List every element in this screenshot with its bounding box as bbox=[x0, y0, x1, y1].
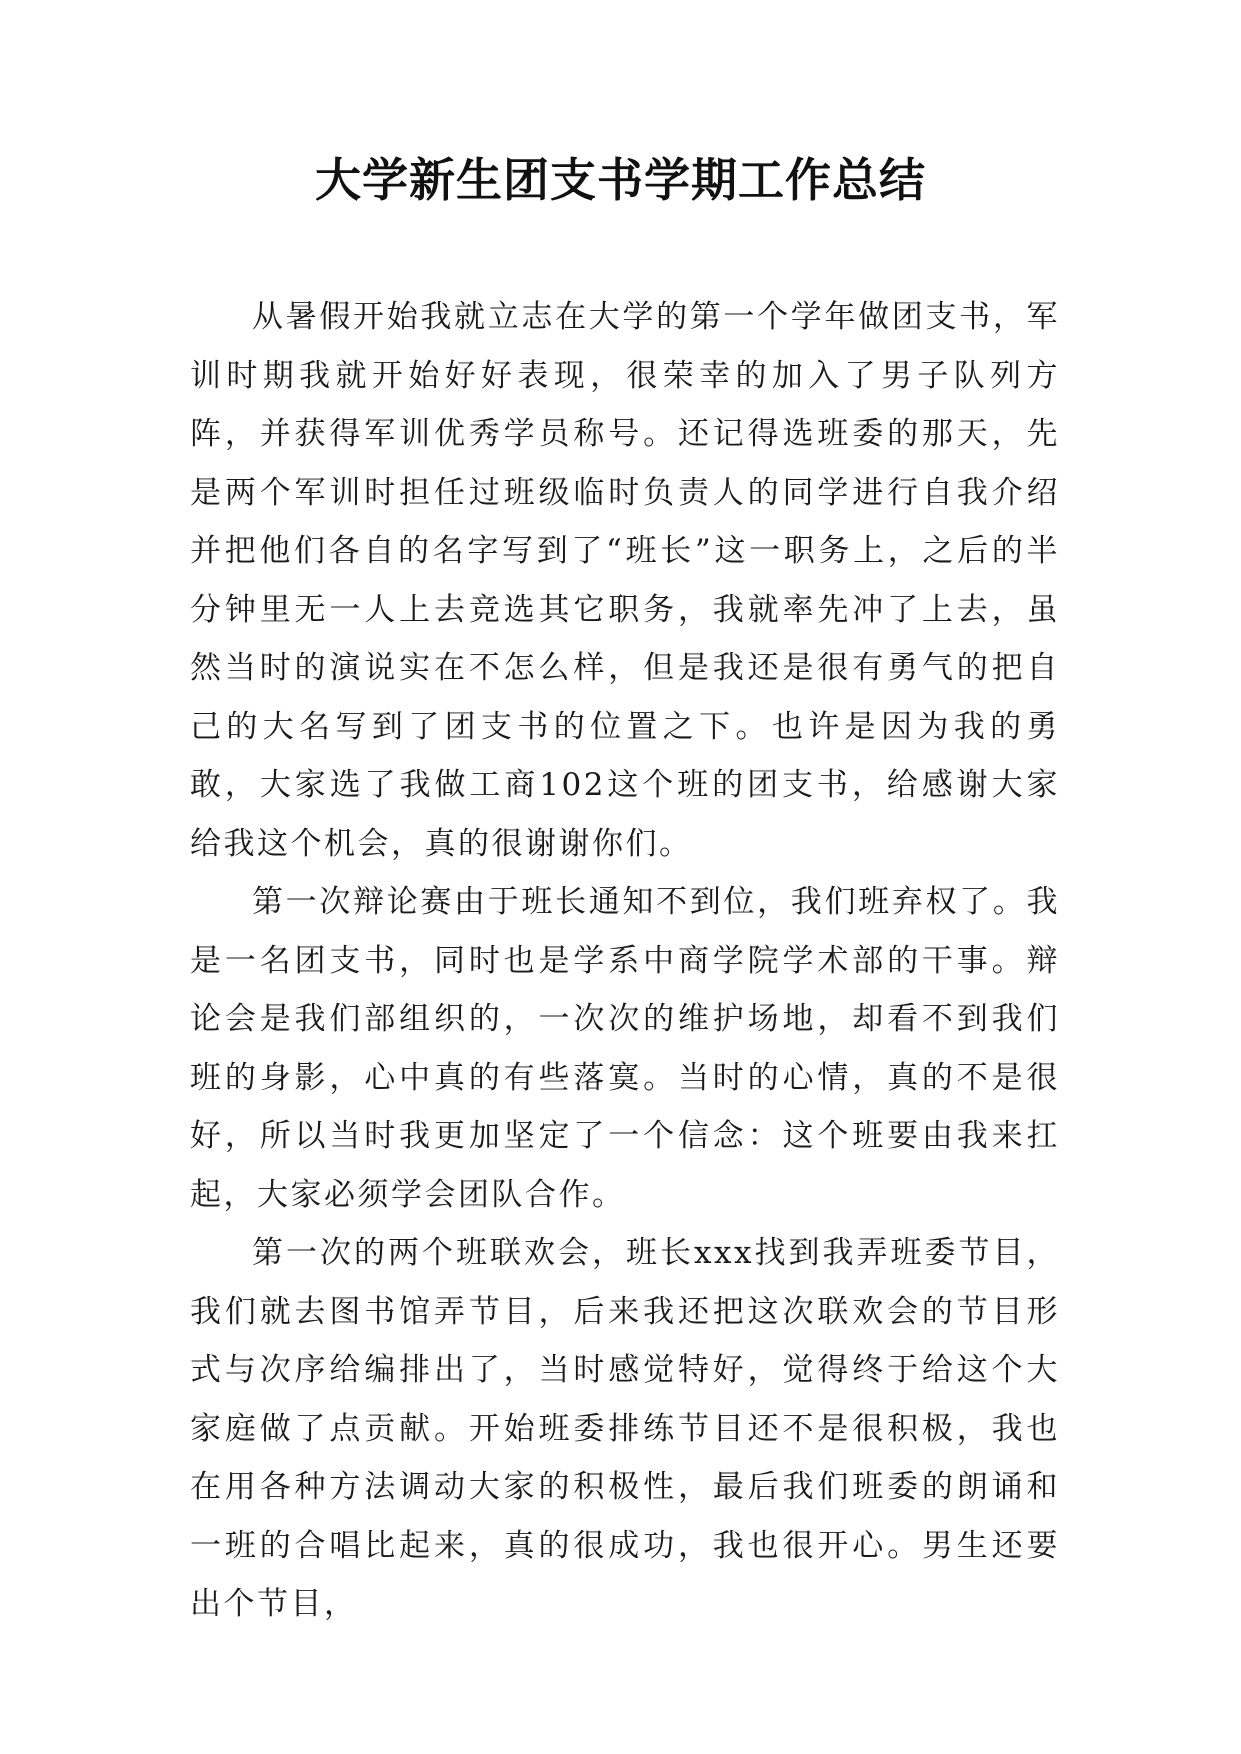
document-body bbox=[190, 288, 1060, 1634]
paragraph-2: 第一次辩论赛由于班长通知不到位，我们班弃权了。我是一名团支书，同时也是学系中商学院学术部的干事。辩论会是我们部组织的，一次次的维护场地，却看不到我们班的身影，心中真的有些落寞。当时的心情，真的不是很好，所以当时我更加坚定了一个信念：这个班要由我来扛起，大家必须学会团队合作。 bbox=[190, 884, 1060, 1213]
document-title: 大学新生团支书学期工作总结 bbox=[315, 153, 926, 207]
paragraph-1: 从暑假开始我就立志在大学的第一个学年做团支书，军训时期我就开始好好表现，很荣幸的加入了男子队列方阵，并获得军训优秀学员称号。还记得选班委的那天，先是两个军训时担任过班级临时负责人的同学进行自我介绍并把他们各自的名字写到了“班长”这一职务上，之后的半分钟里无一人上去竞选其它职务，我就率先冲了上去，虽然当时的演说实在不怎么样，但是我还是很有勇气的把自己的大名写到了团支书的位置之下。也许是因为我的勇敢，大家选了我做工商102这个班的团支书，给感谢大家给我这个机会，真的很谢谢你们。 bbox=[190, 299, 1060, 862]
paragraph-3: 第一次的两个班联欢会，班长xxx找到我弄班委节目，我们就去图书馆弄节目，后来我还把这次联欢会的节目形式与次序给编排出了，当时感觉特好，觉得终于给这个大家庭做了点贡献。开始班委排练节目还不是很积极，我也在用各种方法调动大家的积极性，最后我们班委的朗诵和一班的合唱比起来，真的很成功，我也很开心。男生还要出个节目， bbox=[190, 1235, 1060, 1622]
